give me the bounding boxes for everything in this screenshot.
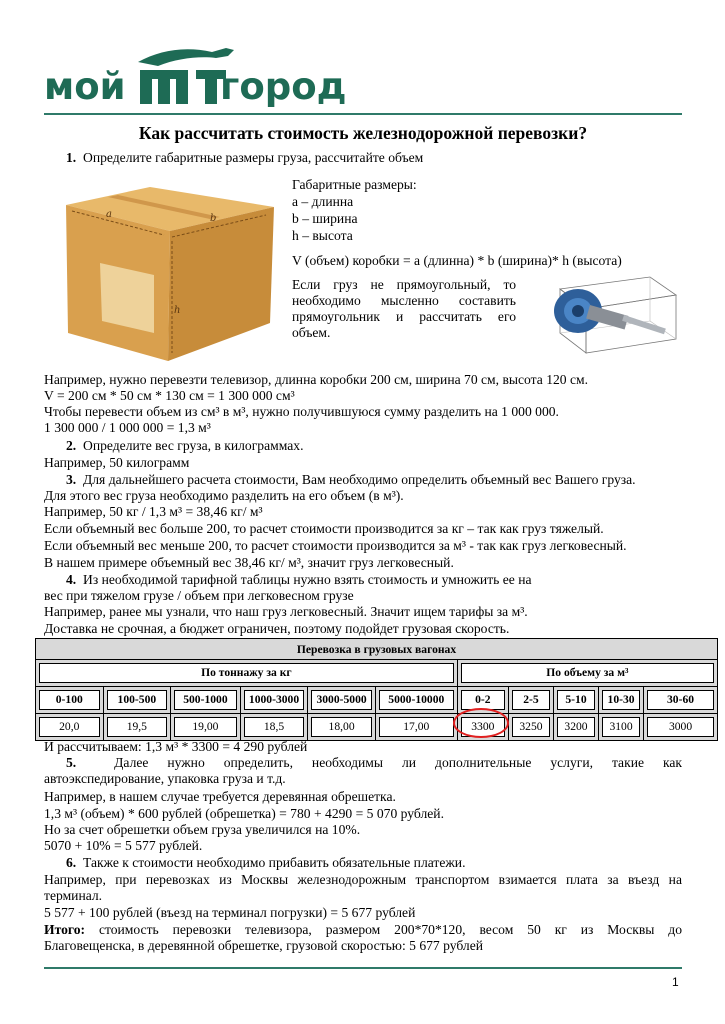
table-cell-highlighted: 3300 [457, 714, 508, 741]
step-1-text: Определите габаритные размеры груза, рассчитайте объем [83, 150, 424, 165]
table-cell: 3200 [553, 714, 598, 741]
step-4-number: 4. [66, 572, 77, 587]
volume-formula: V (объем) коробки = a (длинна) * b (ширина)* h (высота) [292, 253, 622, 268]
non-rect-note [292, 277, 516, 341]
table-header-row [36, 687, 718, 714]
step-6-line: терминал. [44, 888, 103, 903]
table-title: Перевозка в грузовых вагонах [36, 639, 718, 660]
step-3-line: Для этого вес груза необходимо разделить на его объем (в м³). [44, 488, 404, 503]
group-weight-header [36, 660, 458, 687]
table-cell: 19,5 [103, 714, 171, 741]
example-1-line: V = 200 см * 50 см * 130 см = 1 300 000 см³ [44, 388, 295, 403]
column-header: 2-5 [508, 687, 553, 714]
box-label-a: a [106, 209, 112, 220]
example-1-line: Чтобы перевести объем из см³ в м³, нужно получившуюся сумму разделить на 1 000 000. [44, 404, 559, 419]
group-volume-header [457, 660, 717, 687]
step-2-number: 2. [66, 438, 77, 453]
dims-a: a – длинна [292, 194, 354, 209]
step-1-number: 1. [66, 150, 77, 165]
step-6 [66, 855, 706, 871]
step-3-line: Если объемный вес меньше 200, то расчет стоимости производится за м³ - так как груз легковесный. [44, 538, 627, 553]
tariff-table [35, 638, 718, 741]
total [44, 922, 682, 938]
column-header: 10-30 [599, 687, 644, 714]
step-6-number: 6. [66, 855, 77, 870]
footer-rule [44, 967, 682, 969]
step-3-line: Если объемный вес больше 200, то расчет стоимости производится за кг – так как груз тяжелый. [44, 521, 604, 536]
step-3-line: В нашем примере объемный вес 38,46 кг/ м³, значит груз легковесный. [44, 555, 454, 570]
table-cell: 3250 [508, 714, 553, 741]
calc-result: И рассчитываем: 1,3 м³ * 3300 = 4 290 рублей [44, 739, 308, 754]
box-label-b: b [210, 213, 217, 224]
note-line: объем. [292, 325, 331, 340]
step-5-line: Но за счет обрешетки объем груза увеличился на 10%. [44, 822, 361, 837]
cardboard-box-illustration [60, 183, 280, 363]
page-title: Как рассчитать стоимость железнодорожной перевозки? [138, 123, 588, 143]
table-cell: 18,5 [240, 714, 308, 741]
step-5-line: автоэкспедирование, упаковка груза и т.д. [44, 771, 286, 786]
dims-h: h – высота [292, 228, 353, 243]
engine-in-box-illustration [540, 275, 678, 355]
dims-heading: Габаритные размеры: [292, 177, 417, 192]
page-number: 1 [672, 975, 679, 989]
header-rule [44, 113, 682, 115]
logo-word-left: мой [44, 65, 126, 108]
group-volume-label: По объему за м³ [461, 663, 714, 683]
step-5-text: Далее нужно определить, необходимы ли дополнительные услуги, такие как [114, 755, 683, 770]
step-6-text: Также к стоимости необходимо прибавить обязательные платежи. [83, 855, 466, 870]
step-4 [66, 572, 706, 588]
column-header: 30-60 [644, 687, 718, 714]
step-3 [66, 472, 706, 488]
step-4-line: Доставка не срочная, а бюджет ограничен, поэтому подойдет грузовая скорость. [44, 621, 510, 636]
column-header: 3000-5000 [308, 687, 376, 714]
column-header: 0-100 [36, 687, 104, 714]
table-cell: 19,00 [171, 714, 241, 741]
step-5-line: Например, в нашем случае требуется деревянная обрешетка. [44, 789, 396, 804]
step-5-number: 5. [66, 755, 77, 770]
step-5 [66, 755, 682, 771]
table-cell: 3100 [599, 714, 644, 741]
table-cell: 3000 [644, 714, 718, 741]
column-header: 0-2 [457, 687, 508, 714]
example-2: Например, 50 килограмм [44, 455, 190, 470]
step-2 [66, 438, 706, 454]
note-line: прямоугольник и рассчитать его [292, 309, 516, 324]
example-1-line: 1 300 000 / 1 000 000 = 1,3 м³ [44, 420, 211, 435]
note-line: необходимо мысленно составить [292, 293, 516, 308]
dims-b: b – ширина [292, 211, 358, 226]
column-header: 100-500 [103, 687, 171, 714]
logo-word-right: город [220, 65, 347, 108]
total-label: Итого: [44, 922, 86, 937]
table-cell: 18,00 [308, 714, 376, 741]
table-cell: 17,00 [375, 714, 457, 741]
step-6-line: Например, при перевозках из Москвы железнодорожным транспортом взимается плата за въезд на [44, 872, 682, 887]
step-4-line: вес при тяжелом грузе / объем при легковесном грузе [44, 588, 354, 603]
example-1-line: Например, нужно перевезти телевизор, длинна коробки 200 см, ширина 70 см, высота 120 см. [44, 372, 589, 387]
step-3-line: Например, 50 кг / 1,3 м³ = 38,46 кг/ м³ [44, 504, 263, 519]
column-header: 1000-3000 [240, 687, 308, 714]
step-5-line: 5070 + 10% = 5 577 рублей. [44, 838, 203, 853]
total-text: стоимость перевозки телевизора, размером 200*70*120, весом 50 кг из Москвы до [98, 922, 682, 937]
step-1 [66, 150, 706, 166]
column-header: 5000-10000 [375, 687, 457, 714]
step-4-line: Например, ранее мы узнали, что наш груз легковесный. Значит ищем тарифы за м³. [44, 604, 528, 619]
total-line-2: Благовещенска, в деревянной обрешетке, грузовой скоростью: 5 677 рублей [44, 938, 484, 953]
table-cell: 20,0 [36, 714, 104, 741]
group-weight-label: По тоннажу за кг [39, 663, 454, 683]
step-6-line: 5 577 + 100 рублей (въезд на терминал погрузки) = 5 677 рублей [44, 905, 416, 920]
logo [44, 40, 347, 112]
note-line: Если груз не прямоугольный, то [292, 277, 516, 292]
step-3-number: 3. [66, 472, 77, 487]
step-3-text: Для дальнейшего расчета стоимости, Вам необходимо определить объемный вес Вашего груза. [83, 472, 636, 487]
box-label-h: h [174, 305, 181, 316]
step-4-text: Из необходимой тарифной таблицы нужно взять стоимость и умножить ее на [83, 572, 532, 587]
table-row [36, 714, 718, 741]
column-header: 500-1000 [171, 687, 241, 714]
step-2-text: Определите вес груза, в килограммах. [83, 438, 304, 453]
step-5-line: 1,3 м³ (объем) * 600 рублей (обрешетка) = 780 + 4290 = 5 070 рублей. [44, 806, 444, 821]
highlight-circle [453, 708, 509, 738]
column-header: 5-10 [553, 687, 598, 714]
